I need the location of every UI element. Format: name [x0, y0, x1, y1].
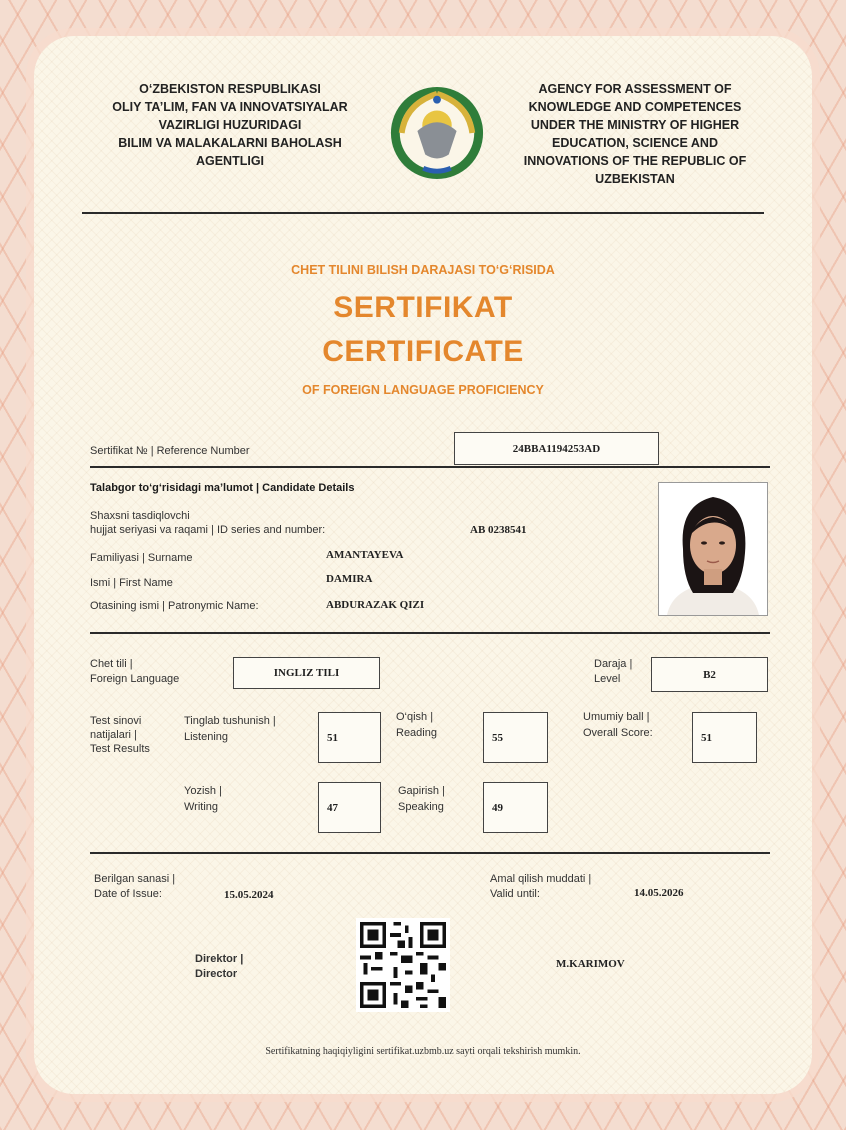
- level-box: [651, 657, 768, 692]
- candidate-divider: [90, 632, 770, 634]
- title-subtitle-top: CHET TILINI BILISH DARAJASI TO‘G‘RISIDA: [291, 263, 555, 277]
- header-right-line: KNOWLEDGE AND COMPETENCES: [528, 100, 742, 114]
- overall-box: [692, 712, 757, 763]
- level-value: B2: [703, 668, 716, 681]
- header-left-line: OLIY TA’LIM, FAN VA INNOVATSIYALAR: [112, 100, 348, 114]
- speaking-label-1: Gapirish |: [398, 785, 445, 797]
- reading-label-1: O‘qish |: [396, 711, 434, 723]
- qr-code-icon[interactable]: [356, 918, 450, 1012]
- surname-label: Familiyasi | Surname: [90, 552, 193, 564]
- header-right-line: UNDER THE MINISTRY OF HIGHER: [530, 118, 740, 132]
- level-label-2: Level: [594, 673, 621, 685]
- header-left-line: AGENTLIGI: [195, 154, 265, 168]
- reading-box: [483, 712, 548, 763]
- agency-name-uz: [70, 80, 390, 170]
- header-right-line: INNOVATIONS OF THE REPUBLIC OF: [523, 154, 747, 168]
- speaking-label-2: Speaking: [398, 801, 444, 813]
- speaking-value: 49: [492, 801, 503, 814]
- reading-label-2: Reading: [396, 727, 437, 739]
- candidate-photo: [658, 482, 768, 616]
- writing-box: [318, 782, 381, 833]
- results-label-2: natijalari |: [90, 729, 137, 741]
- header-divider: [82, 212, 764, 214]
- reference-label: Sertifikat № | Reference Number: [90, 445, 250, 457]
- title-certificate: CERTIFICATE: [322, 335, 524, 368]
- header-left-line: VAZIRLIGI HUZURIDAGI: [158, 118, 302, 132]
- surname-value: AMANTAYEVA: [326, 549, 404, 561]
- director-label-2: Director: [195, 968, 238, 980]
- issue-value: 15.05.2024: [224, 889, 274, 901]
- level-label-1: Daraja |: [594, 658, 633, 670]
- writing-value: 47: [327, 801, 338, 814]
- candidate-heading: Talabgor to‘g‘risidagi ma’lumot | Candidate Details: [90, 482, 355, 494]
- valid-label-2: Valid until:: [490, 888, 540, 900]
- valid-value: 14.05.2026: [634, 887, 684, 899]
- agency-name-en: [492, 80, 778, 188]
- director-name: M.KARIMOV: [556, 958, 625, 970]
- issue-label-1: Berilgan sanasi |: [94, 873, 176, 885]
- speaking-box: [483, 782, 548, 833]
- header-right-line: AGENCY FOR ASSESSMENT OF: [538, 82, 732, 96]
- title-subtitle-bottom: OF FOREIGN LANGUAGE PROFICIENCY: [302, 383, 544, 397]
- language-label-2: Foreign Language: [90, 673, 180, 685]
- candidate-portrait-icon: [659, 483, 767, 615]
- verification-note: Sertifikatning haqiqiyligini sertifikat.uzbmb.uz sayti orqali tekshirish mumkin.: [265, 1046, 581, 1057]
- id-value: AB 0238541: [470, 524, 527, 536]
- language-value: INGLIZ TILI: [273, 667, 340, 679]
- listening-value: 51: [327, 731, 338, 744]
- results-label-3: Test Results: [90, 743, 150, 755]
- state-emblem-icon: [388, 84, 486, 182]
- first-name-value: DAMIRA: [326, 573, 373, 585]
- patronymic-value: ABDURAZAK QIZI: [326, 599, 425, 611]
- listening-label-1: Tinglab tushunish |: [184, 715, 276, 727]
- title-sertifikat: SERTIFIKAT: [333, 291, 513, 324]
- director-label-1: Direktor |: [195, 953, 244, 965]
- header-left-line: O‘ZBEKISTON RESPUBLIKASI: [139, 82, 321, 96]
- id-label-1: Shaxsni tasdiqlovchi: [90, 510, 190, 522]
- writing-label-1: Yozish |: [184, 785, 222, 797]
- valid-label-1: Amal qilish muddati |: [490, 873, 592, 885]
- header-right-line: UZBEKISTAN: [595, 172, 675, 186]
- listening-box: [318, 712, 381, 763]
- listening-label-2: Listening: [184, 731, 229, 743]
- issue-label-2: Date of Issue:: [94, 888, 162, 900]
- overall-value: 51: [701, 731, 712, 744]
- overall-label-2: Overall Score:: [583, 727, 653, 739]
- patronymic-label: Otasining ismi | Patronymic Name:: [90, 600, 259, 612]
- results-divider: [90, 852, 770, 854]
- reference-divider: [90, 466, 770, 468]
- reference-value: 24BBA1194253AD: [512, 442, 601, 455]
- overall-label-1: Umumiy ball |: [583, 711, 650, 723]
- first-name-label: Ismi | First Name: [90, 577, 173, 589]
- language-label-1: Chet tili |: [90, 658, 133, 670]
- reference-box: [454, 432, 659, 465]
- results-label-1: Test sinovi: [90, 715, 142, 727]
- id-label-2: hujjat seriyasi va raqami | ID series and number:: [90, 524, 326, 536]
- header-left-line: BILIM VA MALAKALARNI BAHOLASH: [118, 136, 342, 150]
- language-box: [233, 657, 380, 689]
- reading-value: 55: [492, 731, 503, 744]
- writing-label-2: Writing: [184, 801, 219, 813]
- header-right-line: EDUCATION, SCIENCE AND: [552, 136, 718, 150]
